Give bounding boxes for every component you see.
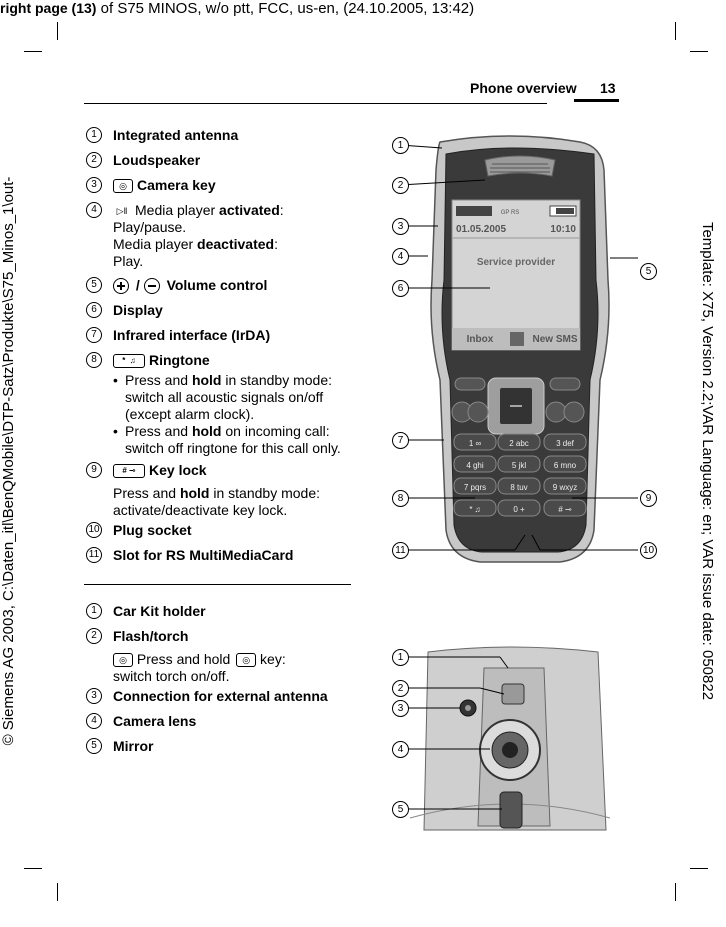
display xyxy=(452,200,580,350)
menu-icon xyxy=(510,332,524,346)
front-item-4: 4 ▷‖ Media player activated: Play/pause. Media player deactivated: Play. xyxy=(86,201,336,271)
side-template-info: Template: X75, Version 2.2;VAR Language: en; VAR issue date: 050822 xyxy=(699,221,716,701)
flash-description-2: switch torch on/off. xyxy=(113,668,230,684)
callout-3: 3 xyxy=(392,218,409,235)
keypad-key-label: * ♫ xyxy=(469,505,481,514)
keypad-key-label: # ⊸ xyxy=(558,505,572,514)
back-callout-5: 5 xyxy=(392,801,409,818)
print-header xyxy=(0,0,474,17)
callout-7: 7 xyxy=(392,432,409,449)
item-label: Camera key xyxy=(137,177,216,193)
keypad-key-label: 1 ∞ xyxy=(468,439,482,448)
item-label: Car Kit holder xyxy=(113,603,206,619)
signal-icon xyxy=(456,206,492,216)
item-label: Infrared interface (IrDA) xyxy=(113,327,271,343)
right-softkey xyxy=(550,378,580,390)
screen-time: 10:10 xyxy=(550,224,576,235)
item-label: Camera lens xyxy=(113,713,197,729)
ringtone-bullet-1: • Press and hold in standby mode: switch all acoustic signals on/off (except alarm clock). xyxy=(113,372,332,422)
back-callout-4: 4 xyxy=(392,741,409,758)
camera-key-icon: ◎ xyxy=(236,653,256,667)
item-label: Volume control xyxy=(166,277,268,293)
item-number: 3 xyxy=(86,688,102,704)
item-label: Ringtone xyxy=(149,352,210,368)
keypad-key-label: 5 jkl xyxy=(511,461,527,470)
keypad-key-label: 2 abc xyxy=(509,439,529,448)
service-provider: Service provider xyxy=(476,257,556,268)
volume-up-icon xyxy=(113,278,129,294)
item-number: 2 xyxy=(86,628,102,644)
volume-down-icon xyxy=(144,278,160,294)
phone-front-illustration xyxy=(380,130,660,590)
keylock-description: Press and hold in standby mode: xyxy=(113,485,320,501)
keypad-key-label: 7 pqrs xyxy=(463,483,487,492)
keypad-key-label: 9 wxyz xyxy=(552,483,578,492)
callout-4: 4 xyxy=(392,248,409,265)
crop-mark xyxy=(675,883,676,901)
back-callout-2: 2 xyxy=(392,680,409,697)
page-title: Phone overview xyxy=(470,80,577,96)
callout-8: 8 xyxy=(392,490,409,507)
play-pause-key-icon: ▷‖ xyxy=(116,206,128,217)
back-callout-1: 1 xyxy=(392,649,409,666)
callout-10: 10 xyxy=(640,542,657,559)
callout-1: 1 xyxy=(392,137,409,154)
print-header-rest: of S75 MINOS, w/o ptt, FCC, us-en, (24.10.2005, 13:42) xyxy=(96,0,475,17)
item-number: 2 xyxy=(86,152,102,168)
item-number: 1 xyxy=(86,603,102,619)
item-label: Plug socket xyxy=(113,522,192,538)
clear-key xyxy=(546,402,566,422)
keypad-key-label: 6 mno xyxy=(553,461,577,470)
keypad-key-label: 3 def xyxy=(556,439,574,448)
flash-description: ◎ Press and hold ◎ key: xyxy=(113,650,286,668)
item-number: 4 xyxy=(86,713,102,729)
item-label: Key lock xyxy=(149,462,207,478)
callout-9: 9 xyxy=(640,490,657,507)
callout-6: 6 xyxy=(392,280,409,297)
item-number: 6 xyxy=(86,302,102,318)
callout-11: 11 xyxy=(392,542,409,559)
crop-mark xyxy=(675,22,676,40)
crop-mark xyxy=(57,22,58,40)
keylock-description-2: activate/deactivate key lock. xyxy=(113,502,288,518)
side-copyright: © Siemens AG 2003, C:\Daten_itl\BenQMobile\DTP-Satz\Produkte\S75_Minos_1\out- xyxy=(0,176,17,746)
softkey-right-label: New SMS xyxy=(532,334,578,345)
crop-mark xyxy=(24,868,42,869)
item-label: Flash/torch xyxy=(113,628,189,644)
page-number-rule xyxy=(574,99,619,102)
item-number: 1 xyxy=(86,127,102,143)
keypad-key-label: 4 ghi xyxy=(466,461,484,470)
flash-torch xyxy=(502,684,524,704)
mirror xyxy=(500,792,522,828)
camera-key-icon: ◎ xyxy=(113,653,133,667)
loudspeaker-grille xyxy=(485,156,555,176)
crop-mark xyxy=(24,51,42,52)
phone-back-illustration xyxy=(380,640,620,840)
item-label: Loudspeaker xyxy=(113,152,201,168)
left-softkey xyxy=(455,378,485,390)
item-label: Connection for external antenna xyxy=(113,688,328,704)
item-label: Integrated antenna xyxy=(113,127,239,143)
item-label: Mirror xyxy=(113,738,154,754)
section-divider xyxy=(84,584,351,585)
item-number: 5 xyxy=(86,738,102,754)
item-number: 7 xyxy=(86,327,102,343)
item-label: Slot for RS MultiMediaCard xyxy=(113,547,294,563)
item-number: 11 xyxy=(86,547,102,563)
header-rule xyxy=(84,103,547,104)
back-callout-3: 3 xyxy=(392,700,409,717)
page-number: 13 xyxy=(600,80,616,96)
item-label: Display xyxy=(113,302,163,318)
item-number: 4 xyxy=(86,202,102,218)
keypad-key-label: 0 + xyxy=(513,505,525,514)
callout-2: 2 xyxy=(392,177,409,194)
gprs-indicator: GP RS xyxy=(500,210,520,216)
item-number: 10 xyxy=(86,522,102,538)
item-number: 9 xyxy=(86,462,102,478)
keylock-key-icon: # ⊸ xyxy=(113,464,145,478)
end-key xyxy=(564,402,584,422)
ringtone-key-icon: * ♫ xyxy=(113,354,145,368)
item-number: 8 xyxy=(86,352,102,368)
item-number: 5 xyxy=(86,277,102,293)
media-key xyxy=(468,402,488,422)
screen-date: 01.05.2005 xyxy=(456,224,507,235)
camera-key-icon: ◎ xyxy=(113,179,133,193)
callout-5: 5 xyxy=(640,263,657,280)
ringtone-bullet-2: • Press and hold on incoming call: switch off ringtone for this call only. xyxy=(113,423,341,456)
softkey-left-label: Inbox xyxy=(466,334,494,345)
print-header-bold: right page (13) xyxy=(0,0,97,16)
keypad-key-label: 8 tuv xyxy=(510,483,528,492)
crop-mark xyxy=(57,883,58,901)
item-number: 3 xyxy=(86,177,102,193)
